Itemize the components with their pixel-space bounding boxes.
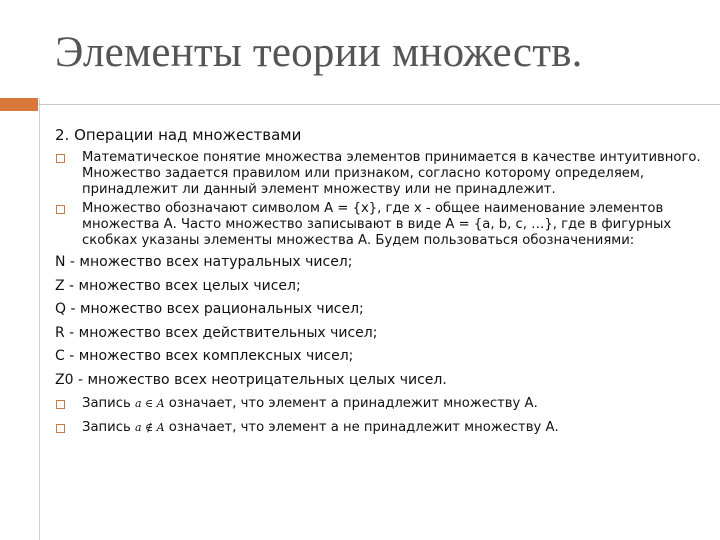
square-bullet-icon xyxy=(56,400,65,409)
set-line-c: C - множество всех комплексных чисел; xyxy=(55,348,354,365)
left-vertical-rule xyxy=(39,98,40,540)
title-divider xyxy=(38,104,720,105)
note-suffix: означает, что элемент а не принадлежит множеству А. xyxy=(164,419,559,435)
set-line-n: N - множество всех натуральных чисел; xyxy=(55,254,353,271)
section-heading: 2. Операции над множествами xyxy=(55,126,302,144)
set-line-r: R - множество всех действительных чисел; xyxy=(55,324,378,341)
note-prefix: Запись xyxy=(82,419,135,435)
set-line-z: Z - множество всех целых чисел; xyxy=(55,277,301,294)
bullet-text: Математическое понятие множества элементов принимается в качестве интуитивного. Множество задается правилом или признаком, согласно которому определяем, принадлежит ли данный элемент множеству или не принадлежит. xyxy=(82,150,701,198)
bullet-item xyxy=(55,201,705,250)
non-membership-formula: a ∉ A xyxy=(134,420,165,434)
bullet-text: Множество обозначают символом A = {x}, где x - общее наименование элементов множества А. Часто множество записывают в виде A = {a, b, c, …}, где в фигурных скобках указаны элементы множества А. Будем пользоваться обозначениями: xyxy=(82,200,672,249)
set-line-z0: Z0 - множество всех неотрицательных целых чисел. xyxy=(55,371,447,388)
slide-content xyxy=(55,126,705,439)
slide-title: Элементы теории множеств. xyxy=(55,29,583,76)
set-line-q: Q - множество всех рациональных чисел; xyxy=(55,301,364,318)
note-suffix: означает, что элемент а принадлежит множеству А. xyxy=(164,396,538,412)
accent-bar xyxy=(0,98,38,111)
square-bullet-icon xyxy=(56,205,65,214)
bullet-item xyxy=(55,150,705,199)
membership-formula: a ∈ A xyxy=(134,397,165,411)
bullet-item-non-membership xyxy=(55,416,705,440)
square-bullet-icon xyxy=(56,424,65,433)
note-prefix: Запись xyxy=(82,396,135,412)
square-bullet-icon xyxy=(56,154,65,163)
bullet-item-membership xyxy=(55,392,705,416)
